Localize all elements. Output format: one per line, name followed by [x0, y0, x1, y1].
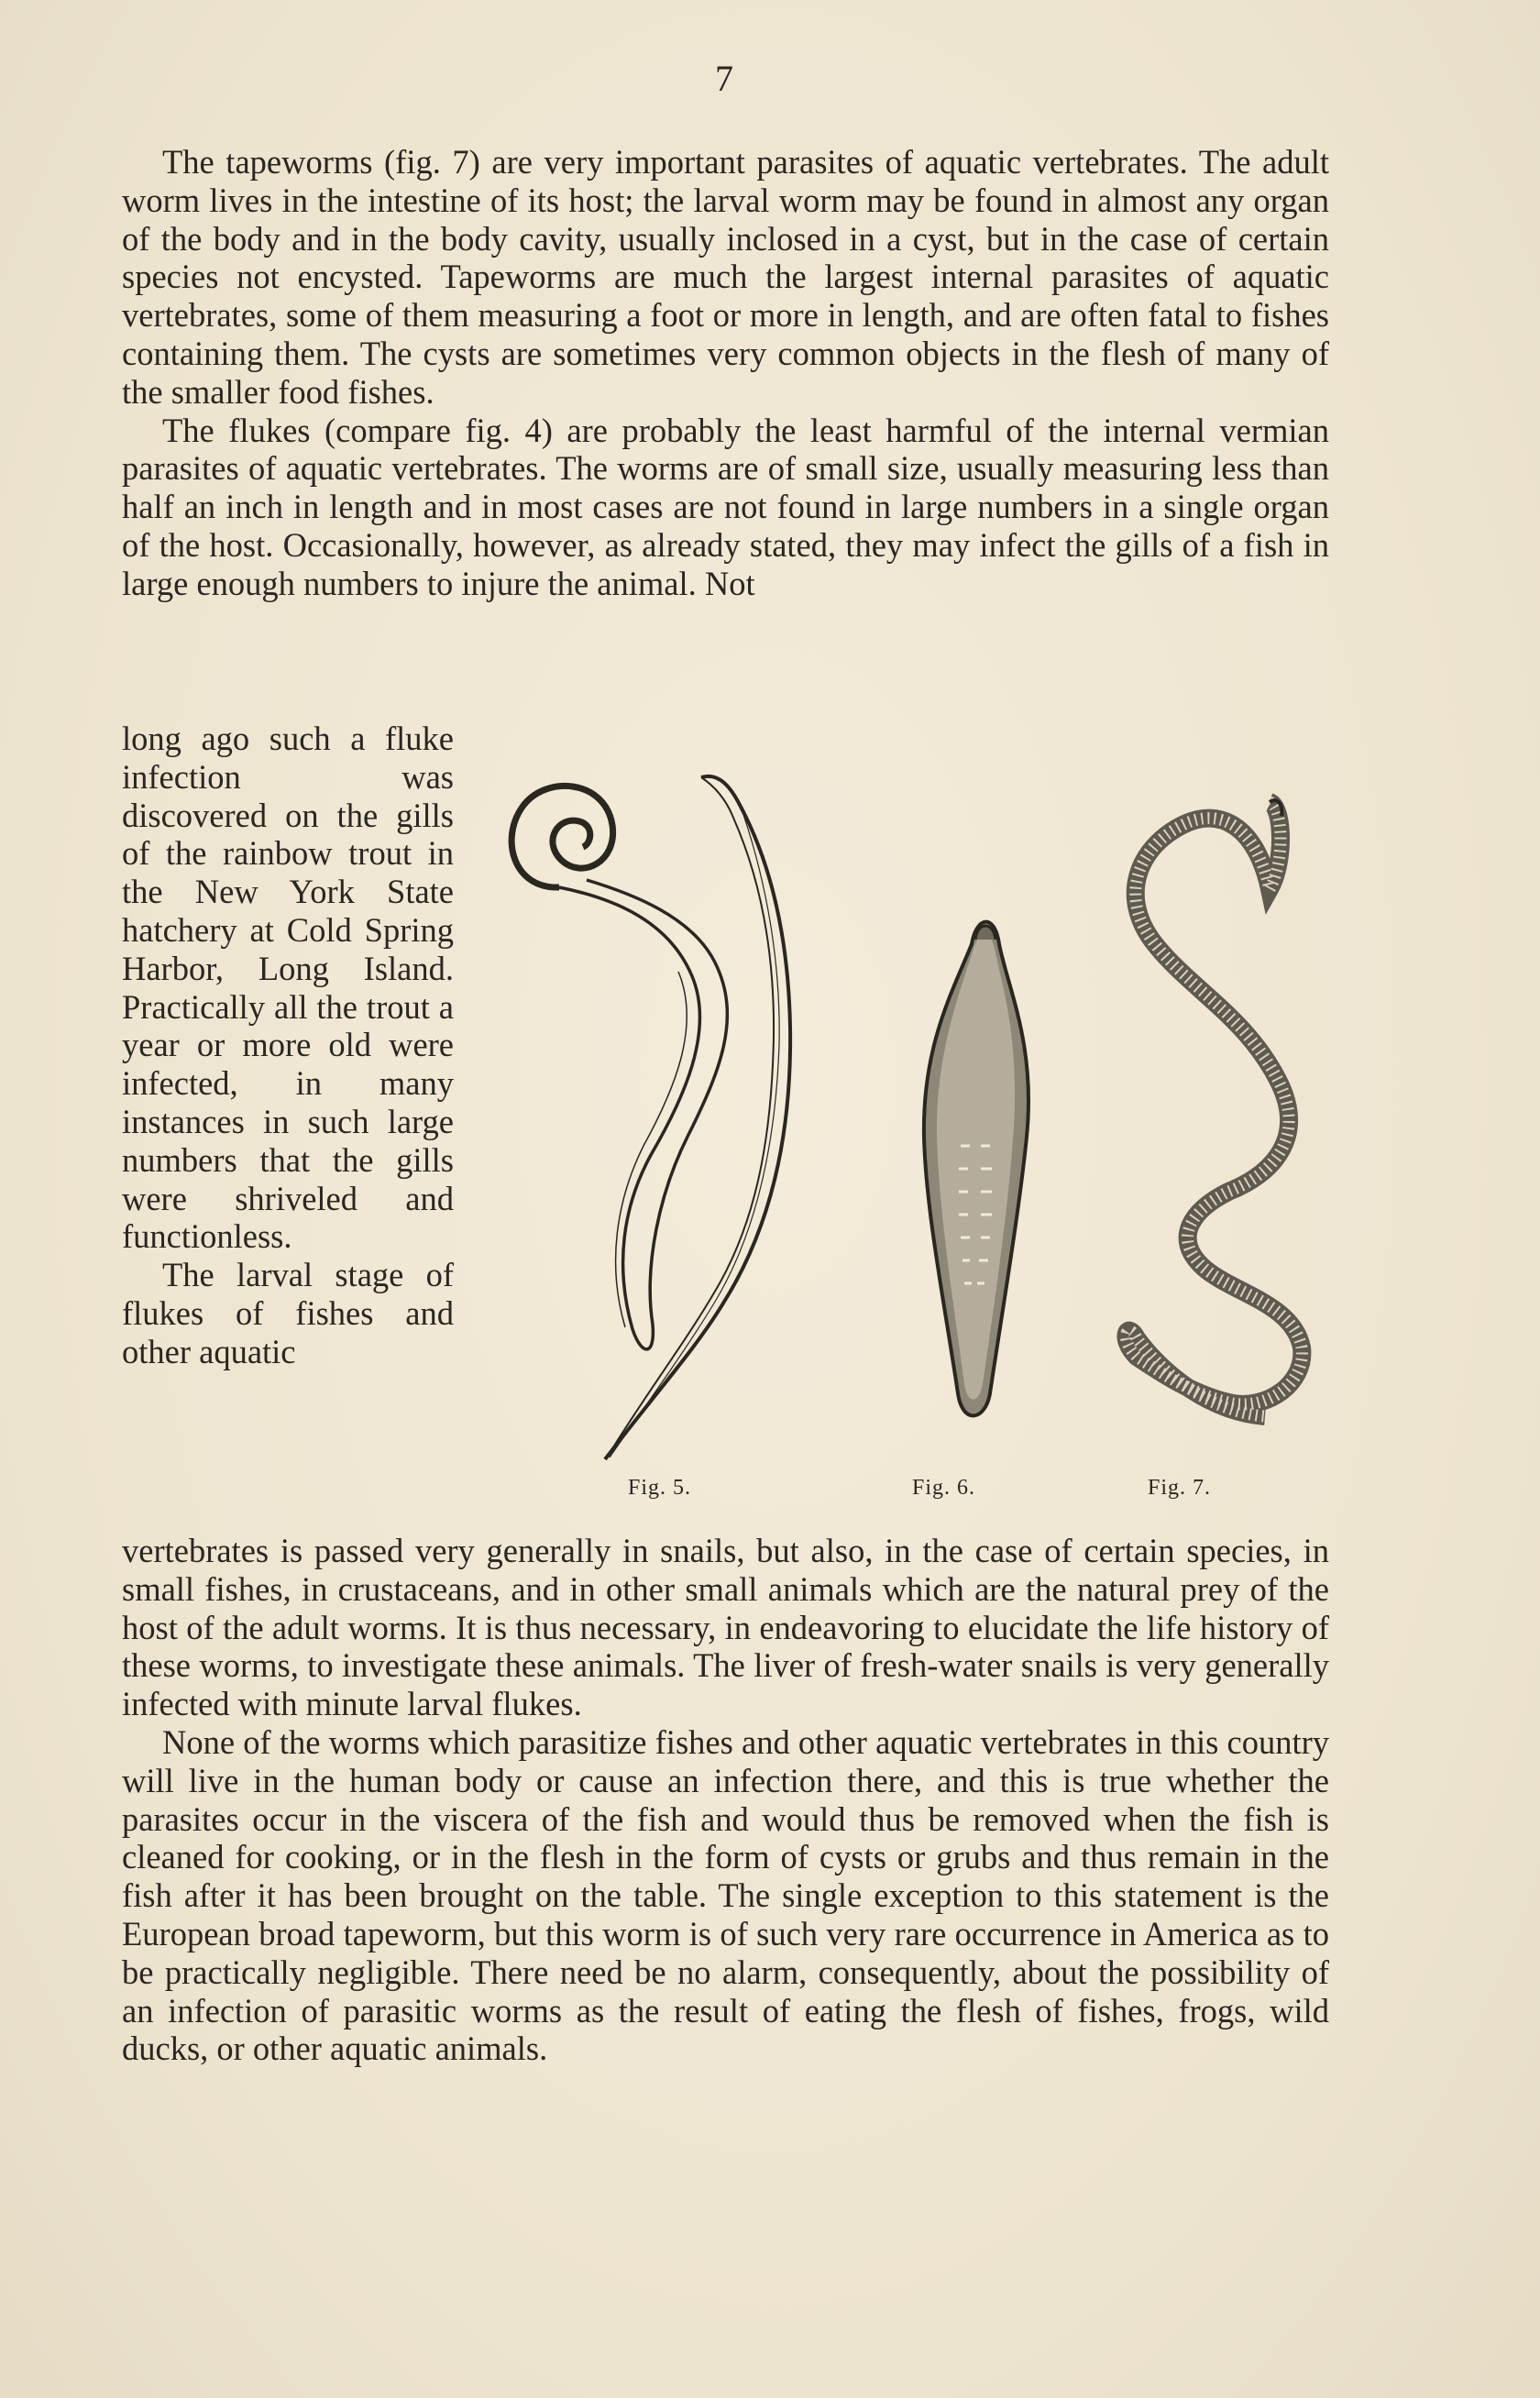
top-text-block	[122, 143, 1329, 603]
fig6-fluke-illustration	[924, 922, 1028, 1416]
figure-plate	[495, 752, 1329, 1512]
fig7-tapeworm-illustration	[1126, 800, 1302, 1416]
fig6-caption: Fig. 6.	[912, 1476, 976, 1500]
fig5-roundworm-illustration	[512, 776, 790, 1459]
paragraph-tapeworms: The tapeworms (fig. 7) are very important parasites of aquatic vertebrates. The adult worm lives in the intestine of its host; the larval worm may be found in almost any organ of the body and in the body cavity, usually inclosed in a cyst, but in the case of certain species not encysted. Tapeworms are much the largest internal parasites of aquatic vertebrates, some of them measuring a foot or more in length, and are often fatal to fishes containing them. The cysts are sometimes very common objects in the flesh of many of the smaller food fishes.	[122, 143, 1329, 411]
paragraph-larval-stage: The larval stage of flukes of fishes and other aquatic	[122, 1256, 454, 1370]
fig5-caption: Fig. 5.	[628, 1476, 692, 1500]
wrapped-text-column	[122, 720, 454, 1371]
page-number: 7	[715, 58, 733, 99]
paragraph-larval-hosts: vertebrates is passed very generally in snails, but also, in the case of certain species, in small fishes, in crustaceans, and in other small animals which are the natural prey of the host of the adult worms. It is thus necessary, in endeavoring to elucidate the life history of these worms, to investigate these animals. The liver of fresh-water snails is very generally infected with minute larval flukes.	[122, 1532, 1329, 1723]
paragraph-human-safety: None of the worms which parasitize fishes and other aquatic vertebrates in this country will live in the human body or cause an infection there, and this is true whether the parasites occur in the viscera of the fish and would thus be removed when the fish is cleaned for cooking, or in the flesh in the form of cysts or grubs and thus remain in the fish after it has been brought on the table. The single exception to this statement is the European broad tapeworm, but this worm is of such very rare occurrence in America as to be practically negligible. There need be no alarm, consequently, about the possibility of an infection of parasitic worms as the result of eating the flesh of fishes, frogs, wild ducks, or other aquatic animals.	[122, 1722, 1329, 2068]
worm-illustrations	[495, 752, 1329, 1467]
bottom-text-block	[122, 1532, 1329, 2068]
fig7-caption: Fig. 7.	[1148, 1476, 1212, 1500]
paragraph-flukes: The flukes (compare fig. 4) are probably the least harmful of the internal vermian parasites of aquatic vertebrates. The worms are of small size, usually measuring less than half an inch in length and in most cases are not found in large numbers in a single organ of the host. Occasionally, however, as already stated, they may infect the gills of a fish in large enough numbers to injure the animal. Not	[122, 411, 1329, 602]
paragraph-fluke-infection: long ago such a fluke infection was discovered on the gills of the rainbow trout in the New York State hatchery at Cold Spring Harbor, Long Island. Practically all the trout a year or more old were infected, in many instances in such large numbers that the gills were shriveled and functionless.	[122, 720, 454, 1256]
